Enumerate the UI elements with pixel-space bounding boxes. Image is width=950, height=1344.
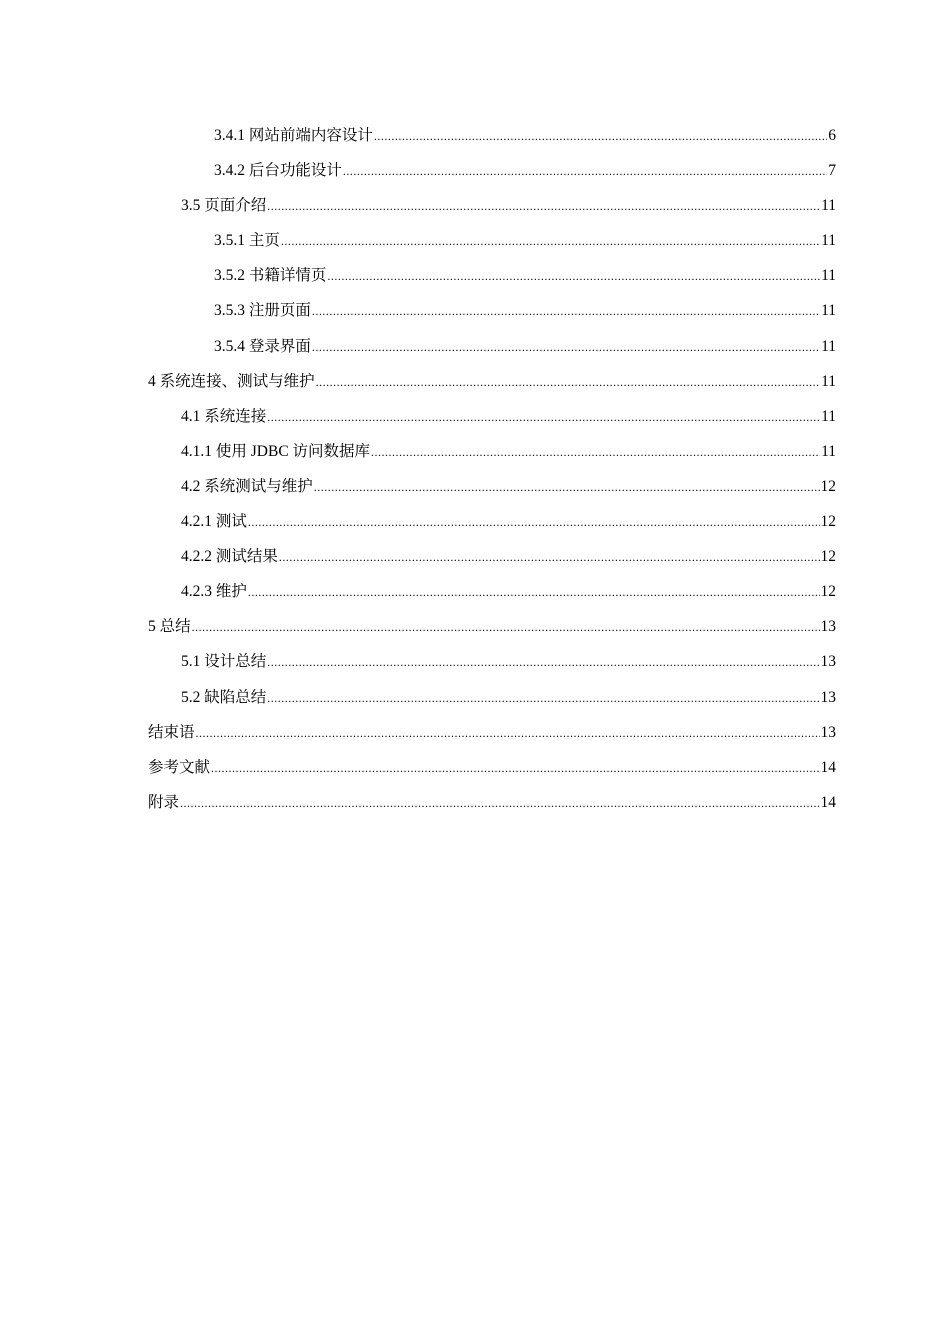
toc-dot-leader	[180, 786, 819, 821]
toc-entry[interactable]	[148, 609, 836, 644]
toc-entry-title: 4.1 系统连接	[181, 407, 267, 425]
toc-dot-leader	[267, 189, 820, 224]
toc-entry[interactable]	[148, 223, 836, 258]
toc-entry-page: 12	[820, 513, 836, 531]
toc-entry-page: 11	[821, 337, 836, 355]
toc-entry[interactable]	[148, 644, 836, 679]
toc-entry[interactable]	[148, 785, 836, 820]
toc-entry-page: 11	[821, 407, 836, 425]
toc-dot-leader	[327, 259, 820, 294]
toc-entry-page: 13	[820, 723, 836, 741]
toc-entry-title: 4 系统连接、测试与维护	[148, 372, 315, 390]
toc-entry[interactable]	[148, 118, 836, 153]
toc-dot-leader	[211, 751, 819, 786]
toc-entry-page: 6	[828, 127, 836, 144]
toc-entry[interactable]	[148, 469, 836, 504]
toc-dot-leader	[343, 154, 827, 189]
toc-entry-title: 5.2 缺陷总结	[181, 688, 267, 706]
toc-entry-title: 3.4.1 网站前端内容设计	[214, 127, 373, 144]
toc-entry-page: 7	[828, 162, 836, 180]
toc-entry-title: 附录	[148, 793, 180, 811]
toc-entry[interactable]	[148, 504, 836, 539]
toc-entry-title: 4.2.2 测试结果	[181, 548, 278, 566]
toc-entry[interactable]	[148, 188, 836, 223]
toc-entry[interactable]	[148, 434, 836, 469]
toc-entry-title: 参考文献	[148, 758, 211, 776]
toc-dot-leader	[192, 610, 820, 645]
toc-entry-page: 12	[820, 477, 836, 495]
toc-entry[interactable]	[148, 329, 836, 364]
toc-entry-page: 12	[820, 583, 836, 601]
toc-dot-leader	[248, 505, 820, 540]
toc-entry-page: 11	[821, 302, 836, 320]
toc-entry-page: 13	[820, 653, 836, 671]
toc-entry-page: 12	[820, 548, 836, 566]
toc-entry-title: 4.2 系统测试与维护	[181, 477, 313, 495]
toc-dot-leader	[267, 681, 819, 716]
toc-entry-title: 3.5 页面介绍	[181, 197, 267, 215]
toc-entry-title: 4.1.1 使用 JDBC 访问数据库	[181, 442, 371, 460]
toc-entry-page: 11	[821, 442, 836, 460]
toc-entry-page: 11	[821, 372, 836, 390]
toc-entry[interactable]	[148, 715, 836, 750]
toc-entry-title: 4.2.1 测试	[181, 513, 247, 531]
toc-dot-leader	[314, 470, 820, 505]
toc-dot-leader	[371, 435, 820, 470]
toc-entry-page: 13	[820, 688, 836, 706]
toc-dot-leader	[279, 540, 820, 575]
toc-entry-page: 11	[821, 232, 836, 250]
toc-entry-page: 14	[820, 758, 836, 776]
toc-entry-page: 14	[820, 793, 836, 811]
toc-dot-leader	[281, 224, 820, 259]
toc-entry[interactable]	[148, 539, 836, 574]
toc-entry[interactable]	[148, 364, 836, 399]
toc-dot-leader	[267, 400, 820, 435]
toc-entry[interactable]	[148, 680, 836, 715]
toc-entry[interactable]	[148, 258, 836, 293]
toc-dot-leader	[267, 645, 819, 680]
toc-dot-leader	[248, 575, 820, 610]
toc-entry-page: 11	[821, 197, 836, 215]
toc-entry-title: 5.1 设计总结	[181, 653, 267, 671]
toc-entry[interactable]	[148, 399, 836, 434]
toc-entry-title: 3.5.3 注册页面	[214, 302, 311, 320]
toc-dot-leader	[312, 294, 820, 329]
toc-dot-leader	[312, 330, 820, 365]
toc-dot-leader	[374, 119, 827, 154]
toc-entry[interactable]	[148, 153, 836, 188]
toc-entry[interactable]	[148, 750, 836, 785]
table-of-contents	[148, 118, 836, 820]
toc-entry[interactable]	[148, 574, 836, 609]
toc-entry-title: 3.4.2 后台功能设计	[214, 162, 342, 180]
toc-entry[interactable]	[148, 293, 836, 328]
toc-dot-leader	[316, 365, 820, 400]
toc-entry-title: 结束语	[148, 723, 195, 741]
toc-entry-title: 3.5.4 登录界面	[214, 337, 311, 355]
toc-dot-leader	[196, 716, 820, 751]
toc-entry-page: 11	[821, 267, 836, 285]
toc-entry-title: 4.2.3 维护	[181, 583, 247, 601]
toc-entry-title: 5 总结	[148, 618, 191, 636]
toc-entry-title: 3.5.1 主页	[214, 232, 280, 250]
toc-entry-page: 13	[820, 618, 836, 636]
toc-entry-title: 3.5.2 书籍详情页	[214, 267, 327, 285]
